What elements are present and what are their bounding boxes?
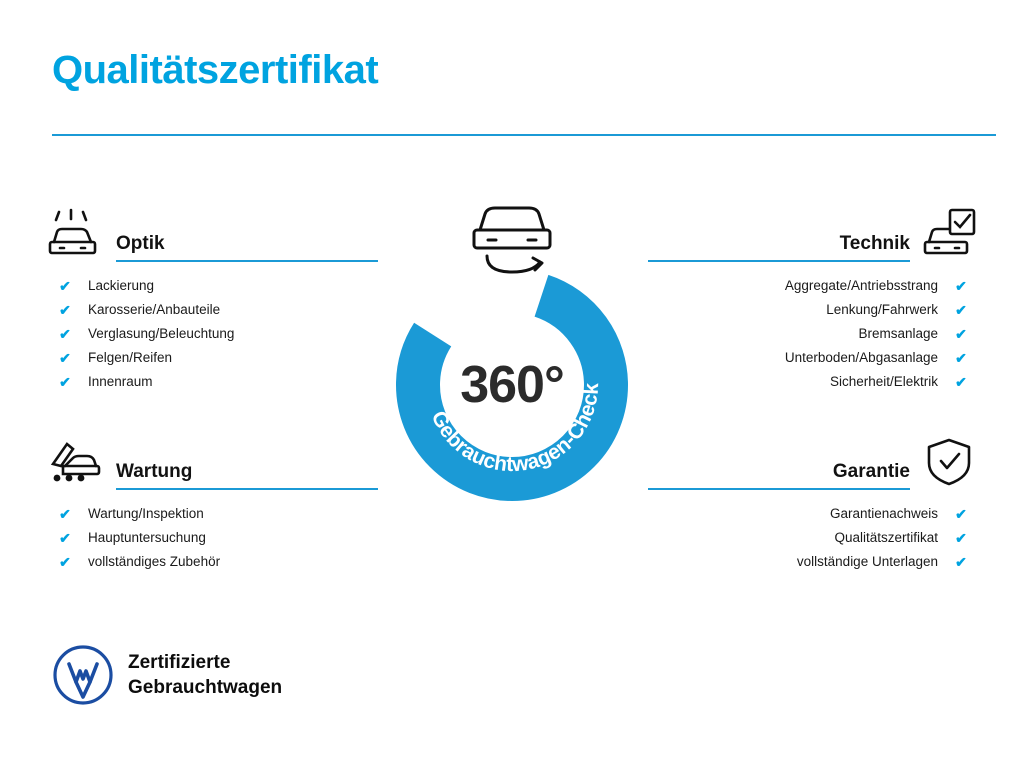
check-icon: ✔ xyxy=(955,554,967,570)
check-icon: ✔ xyxy=(59,350,71,366)
section-wartung-title-wrap xyxy=(108,461,386,490)
section-optik-title-wrap xyxy=(108,233,386,262)
list-item xyxy=(46,274,386,298)
check-icon: ✔ xyxy=(955,302,967,318)
check-icon: ✔ xyxy=(955,530,967,546)
list-item-label: Lackierung xyxy=(88,278,155,293)
list-item xyxy=(640,274,980,298)
check-icon: ✔ xyxy=(59,302,71,318)
list-item xyxy=(640,346,980,370)
section-optik-list xyxy=(46,274,386,394)
section-underline xyxy=(116,488,378,490)
check-icon: ✔ xyxy=(59,530,71,546)
section-technik-title-wrap xyxy=(640,233,918,262)
list-item xyxy=(46,502,386,526)
check-icon: ✔ xyxy=(955,374,967,390)
list-item-label: Verglasung/Beleuchtung xyxy=(88,326,235,341)
check-icon: ✔ xyxy=(955,350,967,366)
section-optik xyxy=(46,200,386,394)
car-polish-icon xyxy=(46,206,108,262)
list-item xyxy=(640,322,980,346)
section-wartung xyxy=(46,428,386,574)
list-item-label: Qualitätszertifikat xyxy=(834,530,938,545)
section-wartung-header xyxy=(46,428,386,490)
center-badge xyxy=(372,196,652,496)
check-icon: ✔ xyxy=(59,278,71,294)
section-technik-header xyxy=(640,200,980,262)
list-item-label: Felgen/Reifen xyxy=(88,350,173,365)
section-garantie xyxy=(640,428,980,574)
footer-line-1: Zertifizierte xyxy=(128,652,231,673)
list-item xyxy=(46,550,386,574)
section-technik-list xyxy=(640,274,980,394)
list-item-label: Hauptuntersuchung xyxy=(88,530,206,545)
check-ring xyxy=(387,260,637,510)
list-item-label: Sicherheit/Elektrik xyxy=(829,374,938,389)
list-item-label: Wartung/Inspektion xyxy=(88,506,204,521)
list-item xyxy=(640,298,980,322)
list-item-label: Aggregate/Antriebsstrang xyxy=(784,278,938,293)
section-garantie-list xyxy=(640,502,980,574)
section-title: Garantie xyxy=(832,461,910,482)
section-title: Wartung xyxy=(116,461,193,482)
list-item xyxy=(640,526,980,550)
list-item-label: Karosserie/Anbauteile xyxy=(88,302,221,317)
list-item xyxy=(640,370,980,394)
svg-text:Gebrauchtwagen-Check: Gebrauchtwagen-Check xyxy=(426,382,604,477)
check-icon: ✔ xyxy=(955,278,967,294)
page-title: Qualitätszertifikat xyxy=(52,48,379,92)
list-item-label: Innenraum xyxy=(88,374,153,389)
list-item-label: Unterboden/Abgasanlage xyxy=(784,350,938,365)
list-item xyxy=(46,346,386,370)
section-underline xyxy=(648,260,910,262)
list-item xyxy=(46,370,386,394)
section-title: Technik xyxy=(839,233,910,254)
list-item-label: Bremsanlage xyxy=(858,326,938,341)
car-check-icon xyxy=(918,206,980,262)
section-garantie-header xyxy=(640,428,980,490)
section-underline xyxy=(116,260,378,262)
section-title: Optik xyxy=(116,233,165,254)
section-technik xyxy=(640,200,980,394)
list-item xyxy=(640,550,980,574)
check-icon: ✔ xyxy=(955,326,967,342)
check-icon: ✔ xyxy=(59,554,71,570)
list-item xyxy=(46,322,386,346)
vw-logo-icon xyxy=(52,644,114,706)
section-underline xyxy=(648,488,910,490)
right-column xyxy=(640,200,980,596)
footer-line-2: Gebrauchtwagen xyxy=(128,677,283,698)
section-garantie-title-wrap xyxy=(640,461,918,490)
footer-text xyxy=(128,650,282,700)
check-icon: ✔ xyxy=(955,506,967,522)
list-item xyxy=(46,526,386,550)
list-item-label: Garantienachweis xyxy=(829,506,938,521)
degrees-label: 360° xyxy=(460,356,564,414)
list-item-label: vollständige Unterlagen xyxy=(796,554,938,569)
check-icon: ✔ xyxy=(59,374,71,390)
list-item xyxy=(46,298,386,322)
car-lift-icon xyxy=(46,434,108,490)
footer-brand xyxy=(52,644,282,706)
left-column xyxy=(46,200,386,596)
title-divider xyxy=(52,134,996,136)
shield-check-icon xyxy=(918,434,980,490)
list-item-label: Lenkung/Fahrwerk xyxy=(826,302,938,317)
check-icon: ✔ xyxy=(59,506,71,522)
list-item-label: vollständiges Zubehör xyxy=(88,554,221,569)
list-item xyxy=(640,502,980,526)
check-icon: ✔ xyxy=(59,326,71,342)
section-optik-header xyxy=(46,200,386,262)
section-wartung-list xyxy=(46,502,386,574)
